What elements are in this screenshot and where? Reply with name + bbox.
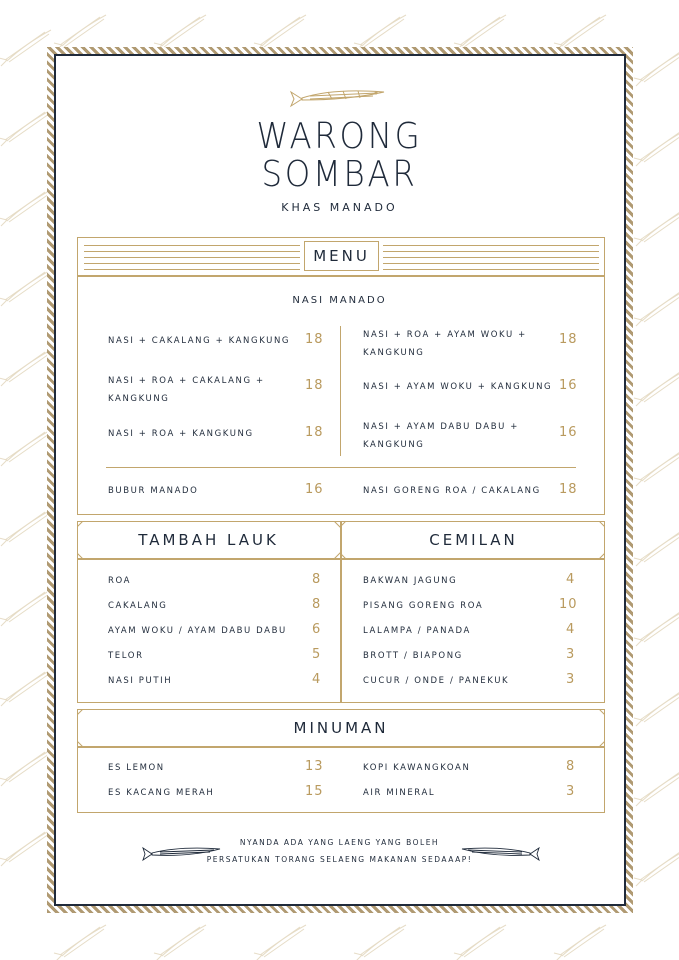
side-item-name: ROA [108, 576, 132, 586]
menu-item-name: NASI GORENG ROA / CAKALANG [363, 486, 541, 496]
side-item-price: 6 [312, 622, 322, 637]
drink-item-price: 13 [305, 759, 324, 774]
fish-pattern-bottom [54, 925, 606, 960]
menu-item-name: NASI + AYAM DABU DABU + [363, 422, 519, 432]
snack-item-name: CUCUR / ONDE / PANEKUK [363, 676, 510, 686]
menu-item-price: 18 [559, 482, 578, 497]
menu-item-name-cont: KANGKUNG [363, 348, 425, 358]
snack-item-price: 4 [566, 572, 576, 587]
menu-item-name: BUBUR MANADO [108, 486, 199, 496]
snack-item-price: 3 [566, 672, 576, 687]
snack-item-name: BROTT / BIAPONG [363, 651, 463, 661]
snack-item-name: PISANG GORENG ROA [363, 601, 484, 611]
menu-item-name: NASI + AYAM WOKU + KANGKUNG [363, 382, 553, 392]
menu-item-name-cont: KANGKUNG [108, 394, 170, 404]
menu-title: MENU [313, 247, 370, 265]
menu-item-price: 16 [559, 425, 578, 440]
brand-subtitle: KHAS MANADO [281, 201, 398, 214]
snack-item-price: 4 [566, 622, 576, 637]
menu-item-name: NASI + ROA + AYAM WOKU + [363, 330, 527, 340]
snack-item-price: 3 [566, 647, 576, 662]
snack-item-price: 10 [559, 597, 578, 612]
side-item-price: 8 [312, 597, 322, 612]
drink-item-price: 3 [566, 784, 576, 799]
drink-item-price: 8 [566, 759, 576, 774]
nasi-manado-heading: NASI MANADO [292, 295, 387, 306]
menu-item-name: NASI + ROA + CAKALANG + [108, 376, 265, 386]
side-item-price: 5 [312, 647, 322, 662]
brand-title-line2: SOMBAR [261, 154, 418, 195]
side-item-name: CAKALANG [108, 601, 168, 611]
minuman-title: MINUMAN [293, 719, 389, 737]
drink-item-name: AIR MINERAL [363, 788, 436, 798]
brand-title-line1: WARONG [256, 116, 423, 157]
drink-item-name: ES LEMON [108, 763, 165, 773]
side-item-price: 8 [312, 572, 322, 587]
menu-item-price: 18 [559, 332, 578, 347]
menu-item-name-cont: KANGKUNG [363, 440, 425, 450]
drink-item-name: ES KACANG MERAH [108, 788, 215, 798]
tambah-lauk-title: TAMBAH LAUK [138, 531, 279, 549]
menu-item-price: 16 [559, 378, 578, 393]
snack-item-name: BAKWAN JAGUNG [363, 576, 458, 586]
footer-line2: PERSATUKAN TORANG SELAENG MAKANAN SEDAAAP! [206, 855, 473, 864]
menu-item-price: 18 [305, 332, 324, 347]
menu-item-price: 18 [305, 425, 324, 440]
drink-item-name: KOPI KAWANGKOAN [363, 763, 471, 773]
menu-item-name: NASI + ROA + KANGKUNG [108, 429, 254, 439]
menu-item-price: 18 [305, 378, 324, 393]
drink-item-price: 15 [305, 784, 324, 799]
cemilan-title: CEMILAN [429, 531, 518, 549]
menu-item-price: 16 [305, 482, 324, 497]
side-item-name: AYAM WOKU / AYAM DABU DABU [108, 626, 287, 636]
side-item-name: TELOR [108, 651, 144, 661]
snack-item-name: LALAMPA / PANADA [363, 626, 471, 636]
fish-pattern-top [54, 15, 606, 51]
footer-line1: NYANDA ADA YANG LAENG YANG BOLEH [239, 838, 440, 847]
fish-icon [288, 86, 388, 110]
side-item-name: NASI PUTIH [108, 676, 173, 686]
menu-item-name: NASI + CAKALANG + KANGKUNG [108, 336, 291, 346]
side-item-price: 4 [312, 672, 322, 687]
